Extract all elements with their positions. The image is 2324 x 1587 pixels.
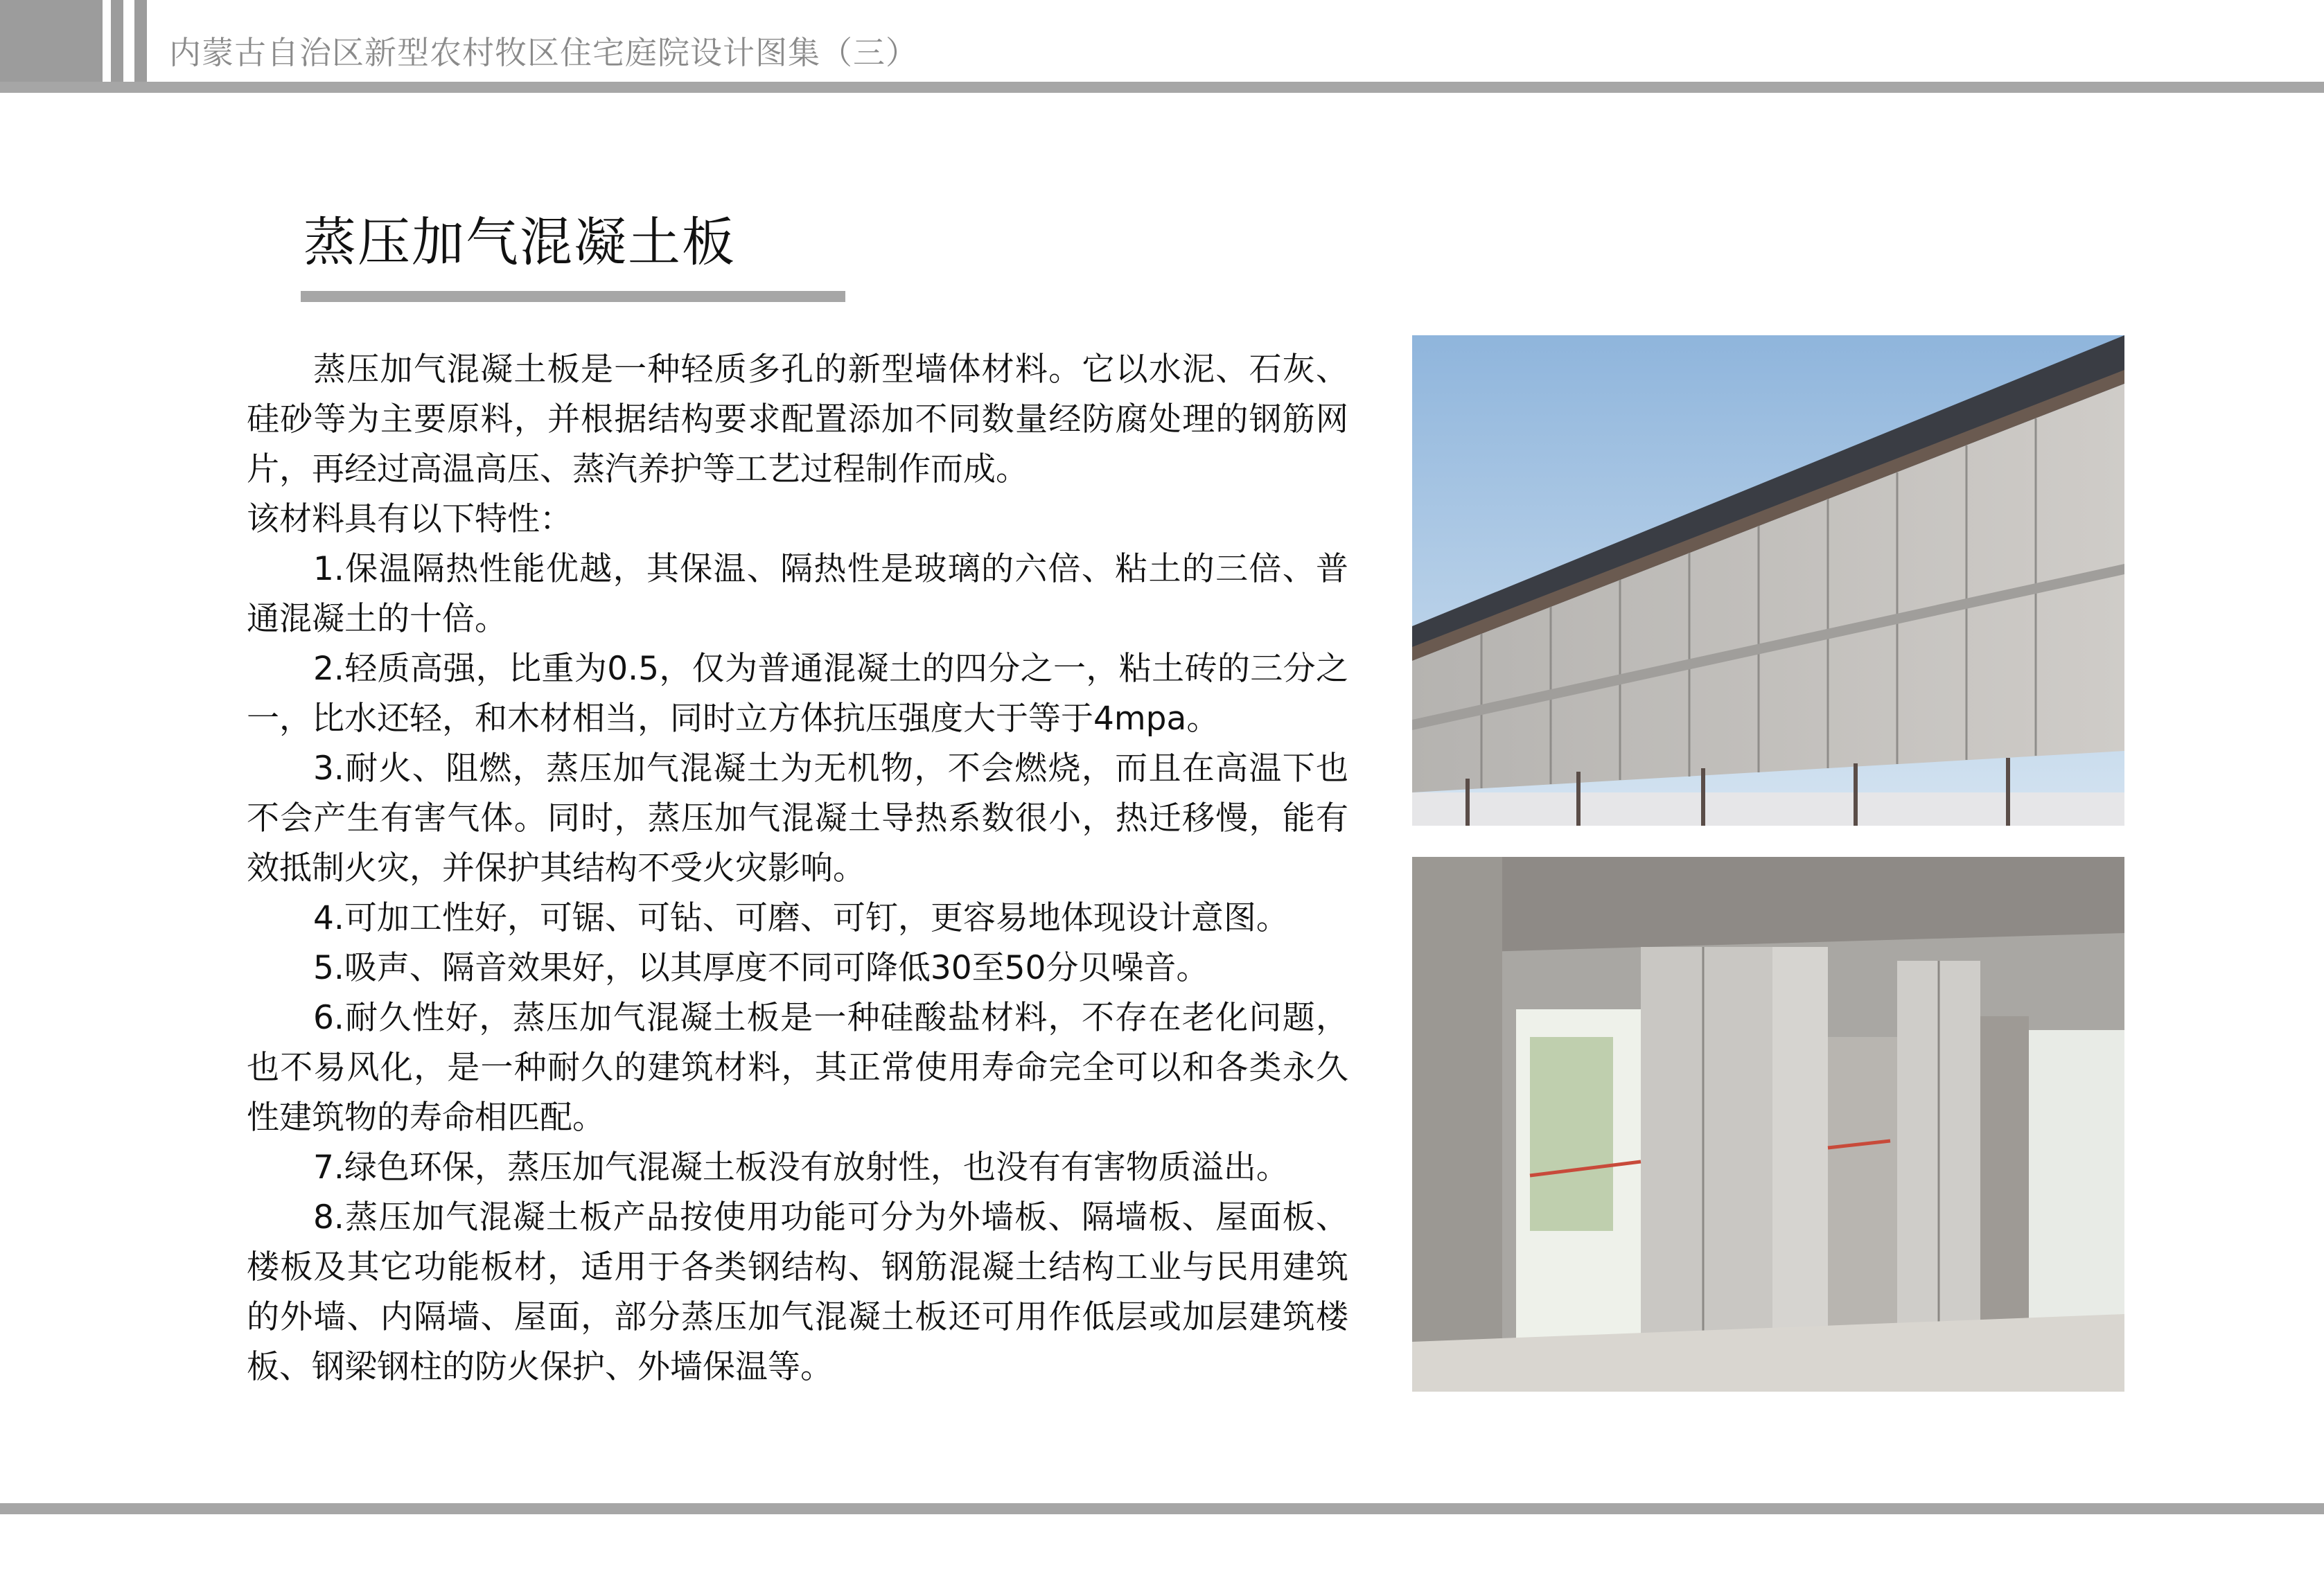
paragraph-feature-8: 8.蒸压加气混凝土板产品按使用功能可分为外墙板、隔墙板、屋面板、楼板及其它功能板材，适用于各类钢结构、钢筋混凝土结构工业与民用建筑的外墙、内隔墙、屋面，部分蒸压加气混凝土板还可用作低层或加层建筑楼板、钢梁钢柱的防火保护、外墙保温等。 [247, 1198, 1348, 1386]
paragraph-feature-1: 1.保温隔热性能优越，其保温、隔热性是玻璃的六倍、粘土的三倍、普通混凝土的十倍。 [247, 550, 1348, 638]
paragraph-feature-2: 2.轻质高强，比重为0.5，仅为普通混凝土的四分之一，粘土砖的三分之一，比水还轻，和木材相当，同时立方体抗压强度大于等于4mpa。 [247, 650, 1348, 738]
interior-partition-walls-photo [1412, 857, 2124, 1392]
footer-rule [0, 1503, 2324, 1514]
body-text [247, 345, 1348, 1392]
header-stripe [111, 0, 123, 82]
header-stripe [134, 0, 147, 82]
header-title: 内蒙古自治区新型农村牧区住宅庭院设计图集（三） [169, 34, 918, 71]
paragraph-feature-6: 6.耐久性好，蒸压加气混凝土板是一种硅酸盐材料，不存在老化问题，也不易风化，是一种耐久的建筑材料，其正常使用寿命完全可以和各类永久性建筑物的寿命相匹配。 [247, 999, 1348, 1137]
header-block [0, 0, 103, 82]
paragraph-features-lead: 该材料具有以下特性： [247, 500, 572, 538]
paragraph-feature-7: 7.绿色环保，蒸压加气混凝土板没有放射性，也没有有害物质溢出。 [313, 1149, 1289, 1187]
section-title: 蒸压加气混凝土板 [303, 211, 736, 273]
paragraph-feature-4: 4.可加工性好，可锯、可钻、可磨、可钉，更容易地体现设计意图。 [313, 899, 1289, 937]
paragraph-intro: 蒸压加气混凝土板是一种轻质多孔的新型墙体材料。它以水泥、石灰、硅砂等为主要原料，并根据结构要求配置添加不同数量经防腐处理的钢筋网片，再经过高温高压、蒸汽养护等工艺过程制作而成。 [247, 351, 1348, 488]
exterior-wall-panels-photo [1412, 335, 2124, 826]
section-title-underline [301, 291, 845, 302]
header-rule [0, 82, 2324, 93]
paragraph-feature-5: 5.吸声、隔音效果好，以其厚度不同可降低30至50分贝噪音。 [313, 949, 1209, 987]
paragraph-feature-3: 3.耐火、阻燃，蒸压加气混凝土为无机物，不会燃烧，而且在高温下也不会产生有害气体。同时，蒸压加气混凝土导热系数很小，热迁移慢，能有效抵制火灾，并保护其结构不受火灾影响。 [247, 750, 1348, 887]
